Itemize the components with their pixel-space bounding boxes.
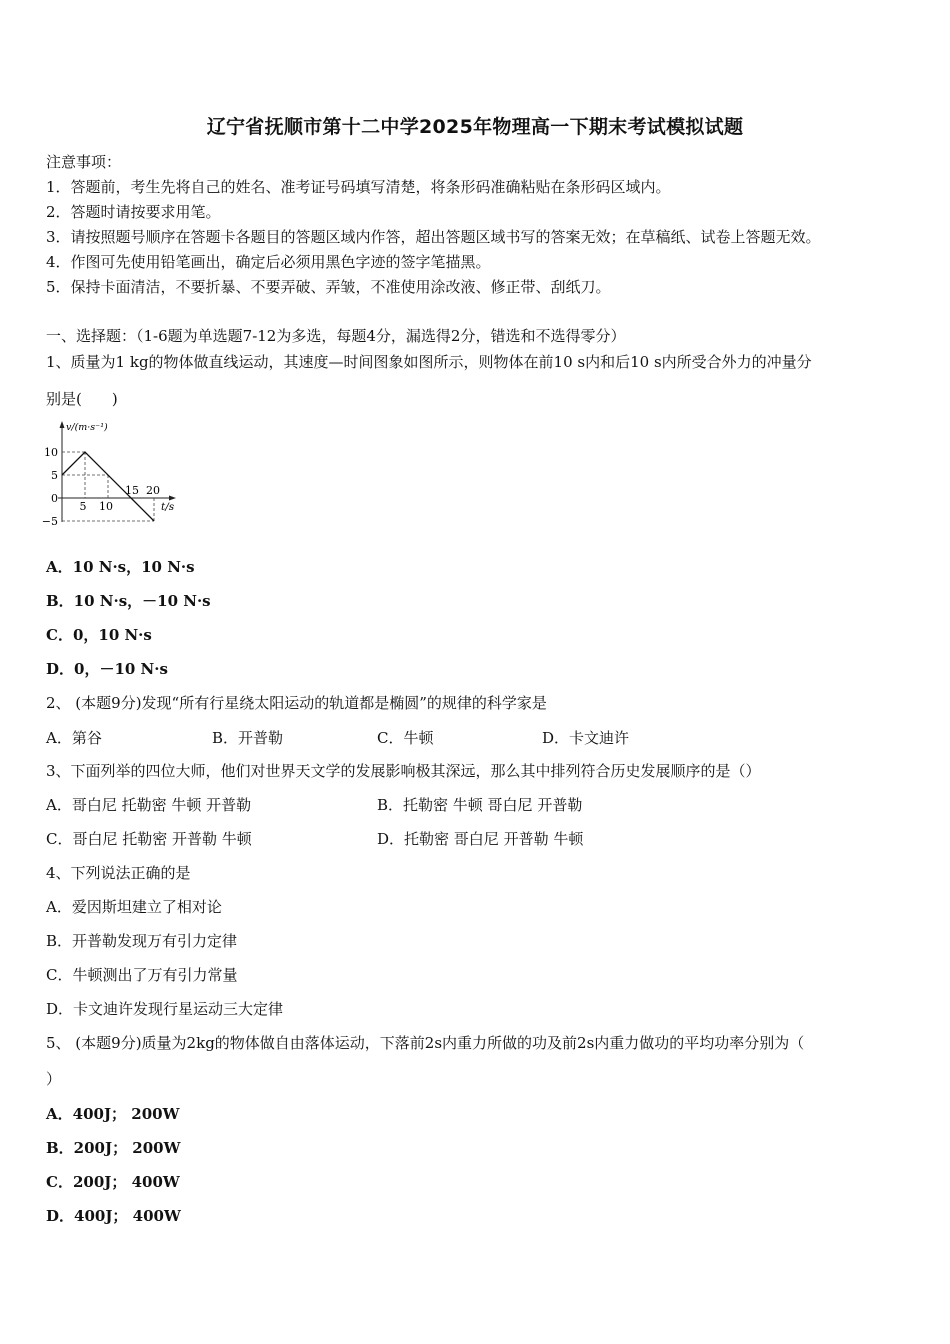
y-tick-label-minus5: −5 xyxy=(41,515,58,528)
q4-option-d[interactable]: D．卡文迪许发现行星运动三大定律 xyxy=(46,1000,284,1018)
q1-stem-line2: 别是( ) xyxy=(46,390,118,408)
q1-stem-line1: 1、质量为1 kg的物体做直线运动，其速度—时间图象如图所示，则物体在前10 s内和后10 s内所受合外力的冲量分 xyxy=(46,353,812,371)
q4-option-a[interactable]: A．爱因斯坦建立了相对论 xyxy=(46,898,222,916)
x-axis-arrow xyxy=(169,496,176,501)
q2-option-a[interactable]: A．第谷 xyxy=(46,729,102,747)
q4-option-b[interactable]: B．开普勒发现万有引力定律 xyxy=(46,932,238,950)
notice-item-4: 4．作图可先使用铅笔画出，确定后必须用黑色字迹的签字笔描黑。 xyxy=(46,253,491,271)
q3-stem: 3、下面列举的四位大师，他们对世界天文学的发展影响极其深远，那么其中排列符合历史发展顺序的是（） xyxy=(46,762,761,780)
q4-option-c[interactable]: C．牛顿测出了万有引力常量 xyxy=(46,966,238,984)
q1-option-d[interactable]: D．0，－10 N·s xyxy=(46,660,168,678)
x-tick-label-10: 10 xyxy=(99,500,113,513)
x-axis-label: t/s xyxy=(161,501,175,513)
q3-option-b[interactable]: B．托勒密 牛顿 哥白尼 开普勒 xyxy=(377,796,583,814)
notice-heading: 注意事项： xyxy=(46,153,122,171)
q2-stem: 2、 (本题9分)发现“所有行星绕太阳运动的轨道都是椭圆”的规律的科学家是 xyxy=(46,694,547,712)
x-tick-label-5: 5 xyxy=(79,500,87,513)
y-axis-label: v/(m·s⁻¹) xyxy=(66,422,108,433)
q3-option-c[interactable]: C．哥白尼 托勒密 开普勒 牛顿 xyxy=(46,830,252,848)
q5-option-a[interactable]: A．400J； 200W xyxy=(46,1105,180,1123)
page-title: 辽宁省抚顺市第十二中学2025年物理高一下期末考试模拟试题 xyxy=(206,116,744,138)
y-tick-label-10: 10 xyxy=(44,446,58,459)
q2-option-c[interactable]: C．牛顿 xyxy=(377,729,434,747)
q3-option-d[interactable]: D．托勒密 哥白尼 开普勒 牛顿 xyxy=(377,830,584,848)
q5-option-d[interactable]: D．400J； 400W xyxy=(46,1207,181,1225)
y-tick-label-0: 0 xyxy=(51,492,58,505)
notice-item-5: 5．保持卡面清洁，不要折暴、不要弄破、弄皱，不准使用涂改液、修正带、刮纸刀。 xyxy=(46,278,611,296)
q2-option-b[interactable]: B．开普勒 xyxy=(212,729,284,747)
notice-item-2: 2．答题时请按要求用笔。 xyxy=(46,203,221,221)
notice-item-1: 1．答题前，考生先将自己的姓名、准考证号码填写清楚，将条形码准确粘贴在条形码区域内。 xyxy=(46,178,671,196)
y-axis-arrow xyxy=(60,421,65,428)
q1-option-a[interactable]: A．10 N·s，10 N·s xyxy=(46,558,195,576)
q5-option-b[interactable]: B．200J； 200W xyxy=(46,1139,181,1157)
q1-option-c[interactable]: C．0，10 N·s xyxy=(46,626,152,644)
section-heading: 一、选择题：（1-6题为单选题7-12为多选，每题4分，漏选得2分，错选和不选得零分） xyxy=(46,327,626,345)
q4-stem: 4、下列说法正确的是 xyxy=(46,864,191,882)
notice-item-3: 3．请按照题号顺序在答题卡各题目的答题区域内作答，超出答题区域书写的答案无效；在草稿纸、试卷上答题无效。 xyxy=(46,228,821,246)
velocity-time-graph xyxy=(40,418,185,530)
x-tick-label-15: 15 xyxy=(125,484,139,497)
q5-option-c[interactable]: C．200J； 400W xyxy=(46,1173,180,1191)
q3-option-a[interactable]: A．哥白尼 托勒密 牛顿 开普勒 xyxy=(46,796,252,814)
q5-stem-line1: 5、 (本题9分)质量为2kg的物体做自由落体运动，下落前2s内重力所做的功及前2s内重力做功的平均功率分别为（ xyxy=(46,1034,805,1052)
x-tick-label-20: 20 xyxy=(146,484,160,497)
y-tick-label-5: 5 xyxy=(51,469,58,482)
q2-option-d[interactable]: D．卡文迪许 xyxy=(542,729,630,747)
q5-stem-line2: ） xyxy=(46,1070,62,1088)
q1-option-b[interactable]: B．10 N·s，－10 N·s xyxy=(46,592,211,610)
